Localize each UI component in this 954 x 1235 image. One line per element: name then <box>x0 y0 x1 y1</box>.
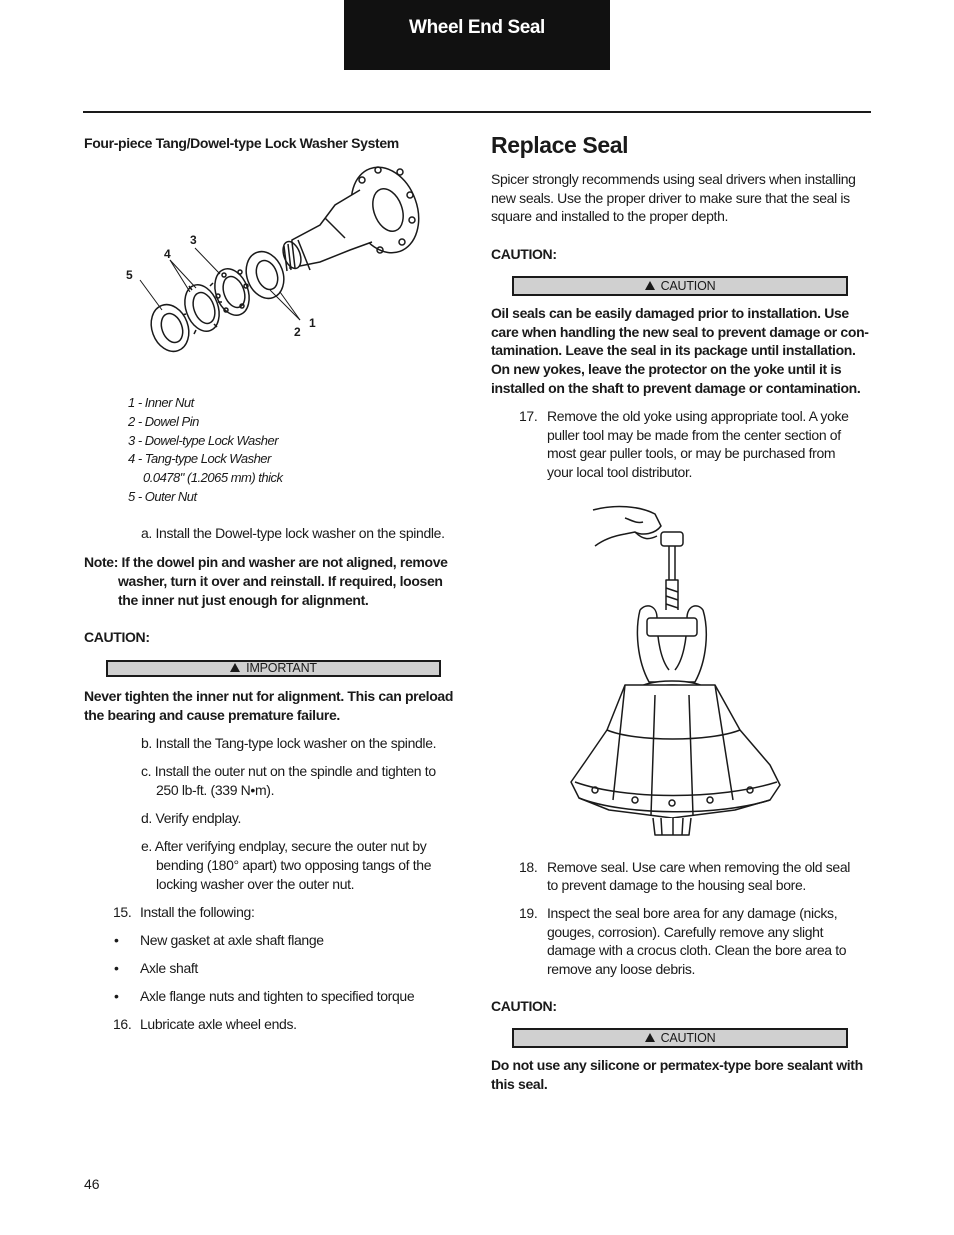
figure-title: Four-piece Tang/Dowel-type Lock Washer System <box>84 135 399 151</box>
important-text: Never tighten the inner nut for alignment. This can preload <box>84 688 454 704</box>
step-19: Inspect the seal bore area for any damage (nicks, <box>547 905 838 921</box>
important-text: the bearing and cause premature failure. <box>84 707 340 723</box>
note-line: Note: If the dowel pin and washer are not aligned, remove <box>84 554 448 570</box>
caution-banner <box>512 276 848 296</box>
yoke-puller-illustration <box>565 500 795 845</box>
caution-text: On new yokes, leave the protector on the yoke until it is <box>491 361 842 377</box>
caution-label: CAUTION <box>660 278 716 293</box>
legend-item: 0.0478" (1.2065 mm) thick <box>143 470 283 485</box>
replace-seal-heading: Replace Seal <box>491 132 629 158</box>
bullet-icon: • <box>114 932 119 948</box>
callout-4: 4 <box>164 247 171 261</box>
callout-1: 1 <box>309 316 316 330</box>
caution-heading: CAUTION: <box>84 629 150 645</box>
important-banner <box>106 660 441 677</box>
intro-text: square and installed to the proper depth. <box>491 208 729 224</box>
caution-text: Oil seals can be easily damaged prior to installation. Use <box>491 305 849 321</box>
step-19-number: 19. <box>519 905 538 921</box>
caution-heading: CAUTION: <box>491 998 557 1014</box>
callout-5: 5 <box>126 268 133 282</box>
step-e: e. After verifying endplay, secure the outer nut by <box>141 838 427 854</box>
step-c: c. Install the outer nut on the spindle and tighten to <box>141 763 436 779</box>
bullet-item: New gasket at axle shaft flange <box>140 932 324 948</box>
step-16: Lubricate axle wheel ends. <box>140 1016 297 1032</box>
step-15: Install the following: <box>140 904 255 920</box>
step-18: to prevent damage to the housing seal bore. <box>547 877 806 893</box>
bullet-item: Axle shaft <box>140 960 198 976</box>
section-header-tab <box>344 0 610 70</box>
step-17: most gear puller tools, or may be purchased from <box>547 445 836 461</box>
note-line: washer, turn it over and reinstall. If required, loosen <box>118 573 443 589</box>
caution-heading: CAUTION: <box>491 246 557 262</box>
warning-icon <box>230 663 240 672</box>
note-line: the inner nut just enough for alignment. <box>118 592 369 608</box>
step-a: a. Install the Dowel-type lock washer on the spindle. <box>141 525 445 541</box>
step-17-number: 17. <box>519 408 538 424</box>
step-e: bending (180° apart) two opposing tangs of the <box>156 857 432 873</box>
lock-washer-illustration <box>120 160 430 360</box>
step-19: remove any loose debris. <box>547 961 696 977</box>
intro-text: new seals. Use the proper driver to make sure that the seal is <box>491 190 850 206</box>
step-e: locking washer over the outer nut. <box>156 876 355 892</box>
warning-icon <box>645 281 655 290</box>
step-19: damage with a crocus cloth. Clean the bore area to <box>547 942 847 958</box>
caution-text: Do not use any silicone or permatex-type bore sealant with <box>491 1057 863 1073</box>
callout-3: 3 <box>190 233 197 247</box>
callout-2: 2 <box>294 325 301 339</box>
caution-banner <box>512 1028 848 1048</box>
caution-text: this seal. <box>491 1076 548 1092</box>
page-number: 46 <box>84 1176 100 1192</box>
step-19: gouges, corrosion). Carefully remove any slight <box>547 924 824 940</box>
step-17: Remove the old yoke using appropriate tool. A yoke <box>547 408 849 424</box>
legend-item: 1 - Inner Nut <box>128 395 194 410</box>
step-17: your local tool distributor. <box>547 464 693 480</box>
bullet-item: Axle flange nuts and tighten to specified torque <box>140 988 415 1004</box>
step-16-number: 16. <box>113 1016 132 1032</box>
legend-item: 2 - Dowel Pin <box>128 414 199 429</box>
step-18: Remove seal. Use care when removing the old seal <box>547 859 851 875</box>
important-label: IMPORTANT <box>246 661 317 675</box>
bullet-icon: • <box>114 960 119 976</box>
caution-label: CAUTION <box>660 1030 716 1045</box>
step-b: b. Install the Tang-type lock washer on the spindle. <box>141 735 437 751</box>
step-18-number: 18. <box>519 859 538 875</box>
warning-icon <box>645 1033 655 1042</box>
caution-text: care when handling the new seal to prevent damage or con- <box>491 324 869 340</box>
header-rule <box>83 111 871 113</box>
bullet-icon: • <box>114 988 119 1004</box>
legend-item: 3 - Dowel-type Lock Washer <box>128 433 279 448</box>
caution-text: tamination. Leave the seal in its package until installation. <box>491 342 856 358</box>
step-15-number: 15. <box>113 904 132 920</box>
intro-text: Spicer strongly recommends using seal drivers when installing <box>491 171 856 187</box>
legend-item: 5 - Outer Nut <box>128 489 197 504</box>
step-17: puller tool may be made from the center section of <box>547 427 841 443</box>
legend-item: 4 - Tang-type Lock Washer <box>128 451 271 466</box>
step-d: d. Verify endplay. <box>141 810 242 826</box>
caution-text: installed on the shaft to prevent damage or contamination. <box>491 380 861 396</box>
step-c: 250 lb-ft. (339 N•m). <box>156 782 275 798</box>
section-title: Wheel End Seal <box>409 17 545 38</box>
